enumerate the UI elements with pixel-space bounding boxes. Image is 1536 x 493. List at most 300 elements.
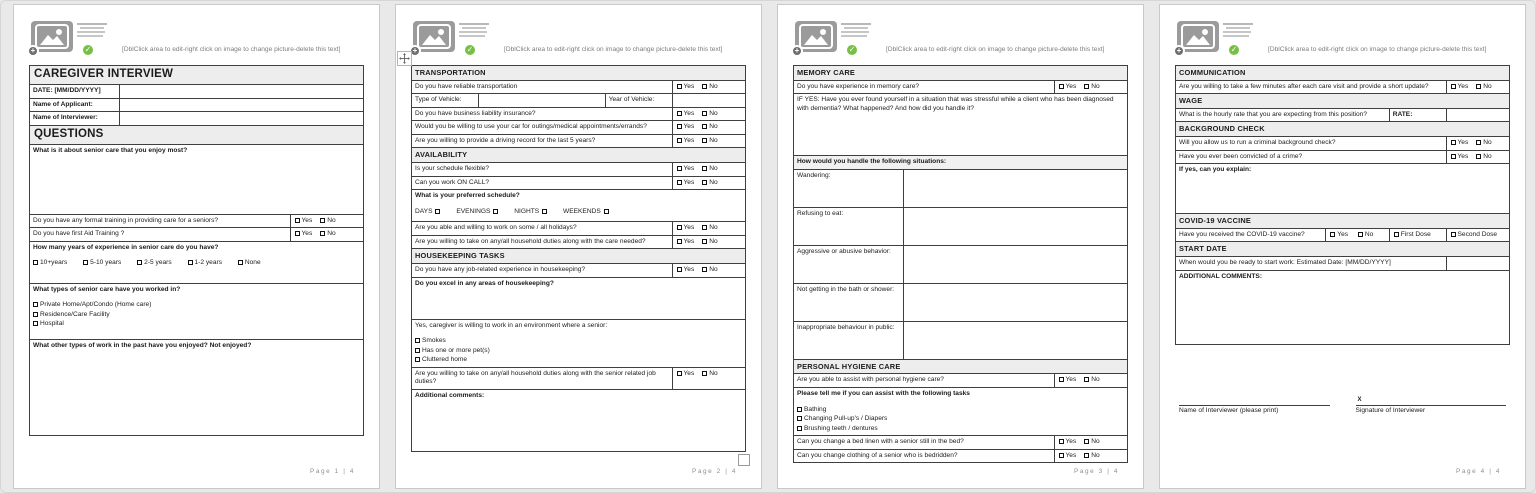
no-checkbox-option[interactable] xyxy=(702,179,717,188)
situation-answer-field[interactable] xyxy=(904,321,1128,359)
yes-no-cell xyxy=(1054,80,1127,94)
situation-answer-field[interactable] xyxy=(904,169,1128,207)
table-row xyxy=(412,80,746,94)
page-1 xyxy=(13,4,380,489)
checkbox-icon[interactable] xyxy=(677,138,682,143)
table-row xyxy=(412,134,746,148)
no-checkbox-option[interactable] xyxy=(702,224,717,233)
checkbox-icon[interactable] xyxy=(677,111,682,116)
table-row xyxy=(412,176,746,190)
checkbox-icon[interactable] xyxy=(677,124,682,129)
table-row xyxy=(412,389,746,451)
checkbox-icon[interactable] xyxy=(677,225,682,230)
checkbox-label: No xyxy=(709,82,718,90)
explain-box[interactable]: If yes, can you explain: xyxy=(1176,164,1510,214)
table-row xyxy=(794,169,1128,207)
vehicle-type-label: Type of Vehicle: xyxy=(412,94,479,108)
yes-checkbox-option[interactable] xyxy=(1059,438,1077,447)
situation-label: Wandering: xyxy=(794,169,904,207)
checkbox-icon[interactable] xyxy=(702,225,707,230)
no-checkbox-option[interactable] xyxy=(1084,83,1099,92)
no-checkbox-option[interactable] xyxy=(1476,153,1491,162)
yes-no-cell xyxy=(672,263,746,277)
checkbox-icon[interactable] xyxy=(33,321,38,326)
checkbox-option[interactable] xyxy=(33,259,67,268)
situation-answer-field[interactable] xyxy=(904,207,1128,245)
checkbox-icon[interactable] xyxy=(295,218,300,223)
page-number: Page 3 | 4 xyxy=(1073,467,1119,475)
logo-placeholder[interactable] xyxy=(793,17,1128,59)
table-row xyxy=(412,319,746,367)
checkbox-label: No xyxy=(1091,82,1100,90)
checkbox-option[interactable] xyxy=(1394,231,1431,240)
checkbox-icon[interactable] xyxy=(1451,140,1456,145)
checkbox-label: DAYS xyxy=(415,207,433,215)
checkbox-label: No xyxy=(1091,438,1100,446)
table-row xyxy=(1176,270,1510,344)
checkbox-icon[interactable] xyxy=(1059,453,1064,458)
table-row xyxy=(30,339,364,435)
checkbox-icon[interactable] xyxy=(702,239,707,244)
checkbox-option[interactable] xyxy=(1330,231,1348,240)
table-row xyxy=(30,214,364,228)
table-row xyxy=(1176,94,1510,109)
yes-checkbox-option[interactable] xyxy=(295,230,313,239)
checkbox-label: 2-5 years xyxy=(144,259,172,267)
table-row xyxy=(794,283,1128,321)
question-cell: Can you change clothing of a senior who is bedridden? xyxy=(794,449,1055,463)
signature-line[interactable] xyxy=(1179,405,1330,406)
additional-comments-box[interactable]: Additional comments: xyxy=(412,389,746,451)
yes-checkbox-option[interactable] xyxy=(1451,153,1469,162)
section-start-date: START DATE xyxy=(1176,242,1510,257)
checkbox-icon[interactable] xyxy=(702,180,707,185)
question-cell: Are you willing to take on any/all household duties along with the care needed? xyxy=(412,235,673,249)
checkbox-label: Yes xyxy=(683,178,695,186)
yes-checkbox-option[interactable] xyxy=(677,123,695,132)
no-checkbox-option[interactable] xyxy=(1084,376,1099,385)
table-row xyxy=(30,125,364,144)
checkbox-label: Yes xyxy=(683,237,695,245)
no-checkbox-option[interactable] xyxy=(702,238,717,247)
checkbox-label: No xyxy=(1364,230,1374,238)
question-cell: Have you received the COVID-19 vaccine? xyxy=(1176,228,1326,242)
checkbox-option[interactable] xyxy=(797,425,1124,434)
checkbox-icon[interactable] xyxy=(797,426,802,431)
yes-checkbox-option[interactable] xyxy=(677,165,695,174)
table-row xyxy=(1176,214,1510,229)
yes-checkbox-option[interactable] xyxy=(1451,139,1469,148)
table-row xyxy=(30,84,364,98)
checkbox-icon[interactable] xyxy=(1476,84,1481,89)
question-text: What is your preferred schedule? xyxy=(415,192,520,200)
checkbox-icon[interactable] xyxy=(1059,84,1064,89)
checkbox-label: Changing Pull-up's / Diapers xyxy=(804,415,888,423)
table-row xyxy=(1176,164,1510,214)
checkbox-icon[interactable] xyxy=(1084,453,1089,458)
checkbox-label: No xyxy=(709,165,718,173)
checkbox-option[interactable] xyxy=(563,208,609,217)
additional-comments-box[interactable]: ADDITIONAL COMMENTS: xyxy=(1176,270,1510,344)
checkbox-label: Has one or more pet(s) xyxy=(422,346,490,354)
yes-no-cell xyxy=(672,134,746,148)
checkbox-label: Yes xyxy=(1065,438,1077,446)
question-cell: Do you have first Aid Training ? xyxy=(30,228,291,242)
checkbox-option[interactable] xyxy=(415,347,742,356)
checkbox-icon[interactable] xyxy=(677,180,682,185)
question-text: Please tell me if you can assist with the following tasks xyxy=(797,389,970,397)
checkbox-label: No xyxy=(709,109,718,117)
checkbox-icon[interactable] xyxy=(542,209,547,214)
checkbox-label: None xyxy=(244,259,261,267)
table-row xyxy=(1176,228,1510,242)
checkbox-option[interactable] xyxy=(514,208,547,217)
situation-label: Refusing to eat: xyxy=(794,207,904,245)
yes-checkbox-option[interactable] xyxy=(1059,83,1077,92)
checkbox-label: Yes xyxy=(683,265,695,273)
plus-icon: + xyxy=(791,45,803,57)
situations-header: How would you handle the following situations: xyxy=(794,156,1128,170)
checkbox-option[interactable] xyxy=(188,259,223,268)
yes-checkbox-option[interactable] xyxy=(677,83,695,92)
no-checkbox-option[interactable] xyxy=(320,217,335,226)
interviewer-field[interactable] xyxy=(120,112,364,126)
checkbox-icon[interactable] xyxy=(702,138,707,143)
checkbox-label: 10+years xyxy=(40,259,68,267)
checkbox-icon[interactable] xyxy=(33,260,38,265)
checkbox-label: No xyxy=(1091,451,1100,459)
yes-no-cell xyxy=(672,163,746,177)
checkbox-icon[interactable] xyxy=(1451,232,1456,237)
checkbox-icon[interactable] xyxy=(702,267,707,272)
question-cell: Do you have any job-related experience in housekeeping? xyxy=(412,263,673,277)
table-move-handle[interactable] xyxy=(397,51,412,66)
checkbox-label: Yes xyxy=(301,216,313,224)
checkbox-option[interactable] xyxy=(415,208,440,217)
table-row xyxy=(412,277,746,319)
checkbox-icon[interactable] xyxy=(702,111,707,116)
checkbox-icon[interactable] xyxy=(702,371,707,376)
yes-no-cell xyxy=(1446,150,1509,164)
plus-icon: + xyxy=(27,45,39,57)
question-ifyes-box[interactable]: IF YES: Have you ever found yourself in a situation that was stressful while a client who has been diagnosed with dementia? What happened? And how did you handle it? xyxy=(794,94,1128,156)
checkbox-icon[interactable] xyxy=(320,231,325,236)
yes-checkbox-option[interactable] xyxy=(1059,452,1077,461)
question-cell: Have you ever been convicted of a crime? xyxy=(1176,150,1447,164)
checkbox-icon[interactable] xyxy=(702,166,707,171)
checkbox-label: Yes xyxy=(683,123,695,131)
question-enjoy-box[interactable]: What is it about senior care that you enjoy most? xyxy=(30,144,364,214)
yes-no-cell xyxy=(290,228,363,242)
situation-answer-field[interactable] xyxy=(904,245,1128,283)
checkbox-label: Yes xyxy=(683,369,695,377)
checkbox-icon[interactable] xyxy=(33,302,38,307)
yes-checkbox-option[interactable] xyxy=(677,224,695,233)
checkbox-label: No xyxy=(709,123,718,131)
situation-label: Inappropriate behaviour in public: xyxy=(794,321,904,359)
checkbox-label: No xyxy=(709,178,718,186)
checkbox-option[interactable] xyxy=(1358,231,1373,240)
schedule-options xyxy=(415,208,742,217)
logo-placeholder[interactable] xyxy=(1175,17,1510,59)
checkbox-label: Bathing xyxy=(804,405,827,413)
yes-checkbox-option[interactable] xyxy=(677,238,695,247)
checkbox-icon[interactable] xyxy=(797,407,802,412)
checkbox-icon[interactable] xyxy=(797,416,802,421)
checkbox-icon[interactable] xyxy=(493,209,498,214)
question-excel-box[interactable]: Do you excel in any areas of housekeeping? xyxy=(412,277,746,319)
checkbox-icon[interactable] xyxy=(677,371,682,376)
table-row xyxy=(412,190,746,222)
checkbox-icon[interactable] xyxy=(604,209,609,214)
vehicle-year-field[interactable] xyxy=(672,94,746,108)
checkbox-icon[interactable] xyxy=(1394,232,1399,237)
years-options xyxy=(33,259,360,268)
no-checkbox-option[interactable] xyxy=(1084,452,1099,461)
checkbox-label: Yes xyxy=(1457,152,1469,160)
question-cell: Is your schedule flexible? xyxy=(412,163,673,177)
checkbox-option[interactable] xyxy=(33,301,360,310)
question-tasks-box xyxy=(794,387,1128,435)
table-row xyxy=(794,66,1128,81)
logo-image-area[interactable] xyxy=(29,19,115,59)
yes-checkbox-option[interactable] xyxy=(677,137,695,146)
communication-table xyxy=(1175,65,1510,345)
checkbox-icon[interactable] xyxy=(435,209,440,214)
table-row xyxy=(794,387,1128,435)
no-checkbox-option[interactable] xyxy=(702,110,717,119)
table-row xyxy=(412,163,746,177)
vehicle-year-label: Year of Vehicle: xyxy=(605,94,672,108)
checkbox-icon[interactable] xyxy=(702,124,707,129)
table-row xyxy=(794,245,1128,283)
no-checkbox-option[interactable] xyxy=(702,123,717,132)
checkbox-icon[interactable] xyxy=(1084,84,1089,89)
table-row xyxy=(1176,80,1510,94)
table-row xyxy=(30,98,364,112)
checkbox-label: Residence/Care Facility xyxy=(40,310,110,318)
checkbox-label: Yes xyxy=(683,224,695,232)
logo-placeholder[interactable] xyxy=(411,17,746,59)
checkbox-icon[interactable] xyxy=(415,348,420,353)
yes-checkbox-option[interactable] xyxy=(677,110,695,119)
checkbox-icon[interactable] xyxy=(1476,140,1481,145)
yes-no-cell xyxy=(672,121,746,135)
start-date-field[interactable] xyxy=(1446,256,1509,270)
table-row xyxy=(412,94,746,108)
no-checkbox-option[interactable] xyxy=(1476,83,1491,92)
checkbox-label: No xyxy=(327,216,336,224)
checkbox-icon[interactable] xyxy=(677,166,682,171)
table-row xyxy=(412,249,746,264)
yes-no-cell xyxy=(1054,374,1127,388)
yes-checkbox-option[interactable] xyxy=(677,266,695,275)
question-cell: Do you have any formal training in providing care for a seniors? xyxy=(30,214,291,228)
checkbox-label: No xyxy=(1483,152,1492,160)
question-text: How many years of experience in senior care do you have? xyxy=(33,243,219,251)
yes-checkbox-option[interactable] xyxy=(677,370,695,379)
no-checkbox-option[interactable] xyxy=(702,266,717,275)
table-resize-handle[interactable] xyxy=(738,454,750,466)
yes-checkbox-option[interactable] xyxy=(1451,83,1469,92)
checkbox-label: 1-2 years xyxy=(194,259,222,267)
page-number: Page 2 | 4 xyxy=(691,467,737,475)
no-checkbox-option[interactable] xyxy=(702,370,717,379)
check-icon: ✓ xyxy=(1227,43,1241,57)
checkbox-icon[interactable] xyxy=(295,231,300,236)
table-row xyxy=(794,80,1128,94)
checkbox-icon[interactable] xyxy=(1476,154,1481,159)
yes-checkbox-option[interactable] xyxy=(295,217,313,226)
checkbox-icon[interactable] xyxy=(33,312,38,317)
checkbox-label: 5-10 years xyxy=(90,259,122,267)
checkbox-label: Yes xyxy=(1065,82,1077,90)
checkbox-option[interactable] xyxy=(415,337,742,346)
checkbox-label: No xyxy=(709,369,718,377)
question-cell: When would you be ready to start work: Estimated Date: [MM/DD/YYYY] xyxy=(1176,256,1447,270)
checkbox-option[interactable] xyxy=(456,208,498,217)
rate-label: RATE: xyxy=(1389,108,1446,122)
checkbox-icon[interactable] xyxy=(415,357,420,362)
checkbox-icon[interactable] xyxy=(1059,377,1064,382)
yes-no-cell xyxy=(672,176,746,190)
check-icon: ✓ xyxy=(463,43,477,57)
checkbox-icon[interactable] xyxy=(1358,232,1363,237)
question-types-box xyxy=(30,283,364,339)
logo-image-area[interactable] xyxy=(411,19,497,59)
checkbox-icon[interactable] xyxy=(1451,84,1456,89)
table-row xyxy=(794,156,1128,170)
question-schedule-box xyxy=(412,190,746,222)
checkbox-icon[interactable] xyxy=(1451,154,1456,159)
checkbox-icon[interactable] xyxy=(677,84,682,89)
question-other-work-box[interactable]: What other types of work in the past have you enjoyed? Not enjoyed? xyxy=(30,339,364,435)
no-checkbox-option[interactable] xyxy=(702,83,717,92)
situation-label: Aggressive or abusive behavior: xyxy=(794,245,904,283)
logo-image-area[interactable] xyxy=(1175,19,1261,59)
add-logo-text-lines xyxy=(77,23,109,39)
checkbox-label: No xyxy=(1483,82,1492,90)
table-row xyxy=(794,374,1128,388)
checkbox-option[interactable] xyxy=(33,320,360,329)
checkbox-icon[interactable] xyxy=(320,218,325,223)
no-checkbox-option[interactable] xyxy=(702,137,717,146)
table-row xyxy=(30,66,364,85)
question-cell: Are you willing to take a few minutes after each care visit and provide a short update? xyxy=(1176,80,1447,94)
page-2 xyxy=(395,4,762,489)
question-environment-box xyxy=(412,319,746,367)
checkbox-label: No xyxy=(1483,139,1492,146)
checkbox-icon[interactable] xyxy=(415,338,420,343)
vehicle-type-field[interactable] xyxy=(478,94,605,108)
checkbox-label: Cluttered home xyxy=(422,356,468,364)
yes-no-cell xyxy=(672,80,746,94)
checkbox-icon[interactable] xyxy=(188,260,193,265)
table-row xyxy=(1176,122,1510,137)
situation-answer-field[interactable] xyxy=(904,283,1128,321)
applicant-label: Name of Applicant: xyxy=(30,98,120,112)
logo-placeholder-note: [DblClick area to edit-right click on image to change picture-delete this text] xyxy=(122,46,341,54)
checkbox-option[interactable] xyxy=(415,356,742,365)
no-checkbox-option[interactable] xyxy=(1476,139,1491,148)
table-row xyxy=(412,107,746,121)
check-icon: ✓ xyxy=(81,43,95,57)
checkbox-option[interactable] xyxy=(33,311,360,320)
checkbox-icon[interactable] xyxy=(677,239,682,244)
no-checkbox-option[interactable] xyxy=(320,230,335,239)
date-field[interactable] xyxy=(120,84,364,98)
page-4 xyxy=(1159,4,1526,489)
section-background-check: BACKGROUND CHECK xyxy=(1176,122,1510,137)
add-logo-text-lines xyxy=(1223,23,1255,39)
logo-placeholder[interactable] xyxy=(29,17,364,59)
checkbox-icon[interactable] xyxy=(137,260,142,265)
checkbox-icon[interactable] xyxy=(1330,232,1335,237)
checkbox-option[interactable] xyxy=(137,259,172,268)
signature-label: Name of Interviewer (please print) xyxy=(1179,407,1279,415)
question-text: What types of senior care have you worked in? xyxy=(33,285,181,293)
checkbox-label: Yes xyxy=(683,136,695,144)
memory-care-table xyxy=(793,65,1128,463)
table-row xyxy=(794,207,1128,245)
yes-checkbox-option[interactable] xyxy=(677,179,695,188)
table-row xyxy=(412,263,746,277)
checkbox-icon[interactable] xyxy=(1059,439,1064,444)
no-checkbox-option[interactable] xyxy=(1084,438,1099,447)
logo-placeholder-note: [DblClick area to edit-right click on image to change picture-delete this text] xyxy=(1268,46,1487,54)
logo-image-area[interactable] xyxy=(793,19,879,59)
checkbox-label: Yes xyxy=(1337,230,1349,238)
checkbox-label: Yes xyxy=(1065,451,1077,459)
checkbox-icon[interactable] xyxy=(677,267,682,272)
table-row xyxy=(794,436,1128,450)
checkbox-icon[interactable] xyxy=(238,260,243,265)
applicant-field[interactable] xyxy=(120,98,364,112)
checkbox-label: No xyxy=(709,224,718,232)
checkbox-option[interactable] xyxy=(1451,231,1498,240)
table-row xyxy=(1176,256,1510,270)
question-cell: Can you change a bed linen with a senior still in the bed? xyxy=(794,436,1055,450)
checkbox-option[interactable] xyxy=(83,259,121,268)
covid-yes-no-cell xyxy=(1326,228,1389,242)
question-cell: What is the hourly rate that you are expecting from this position? xyxy=(1176,108,1390,122)
checkbox-icon[interactable] xyxy=(1084,439,1089,444)
checkbox-option[interactable] xyxy=(797,415,1124,424)
signature-label: Signature of Interviewer xyxy=(1355,407,1426,415)
question-cell: Do you have experience in memory care? xyxy=(794,80,1055,94)
question-cell: Do you have reliable transportation xyxy=(412,80,673,94)
table-row xyxy=(412,148,746,163)
section-wage: WAGE xyxy=(1176,94,1510,109)
checkbox-option[interactable] xyxy=(238,259,261,268)
section-housekeeping: HOUSEKEEPING TASKS xyxy=(412,249,746,264)
no-checkbox-option[interactable] xyxy=(702,165,717,174)
yes-no-cell xyxy=(672,222,746,236)
table-row xyxy=(412,66,746,81)
checkbox-icon[interactable] xyxy=(83,260,88,265)
checkbox-label: First Dose xyxy=(1400,230,1431,238)
checkbox-option[interactable] xyxy=(797,406,1124,415)
checkbox-icon[interactable] xyxy=(1084,377,1089,382)
table-row xyxy=(1176,242,1510,257)
rate-field[interactable] xyxy=(1446,108,1509,122)
yes-checkbox-option[interactable] xyxy=(1059,376,1077,385)
checkbox-icon[interactable] xyxy=(702,84,707,89)
signature-line[interactable] xyxy=(1356,405,1507,406)
checkbox-label: Smokes xyxy=(422,337,446,345)
table-row xyxy=(1176,150,1510,164)
add-logo-text-lines xyxy=(841,23,873,39)
